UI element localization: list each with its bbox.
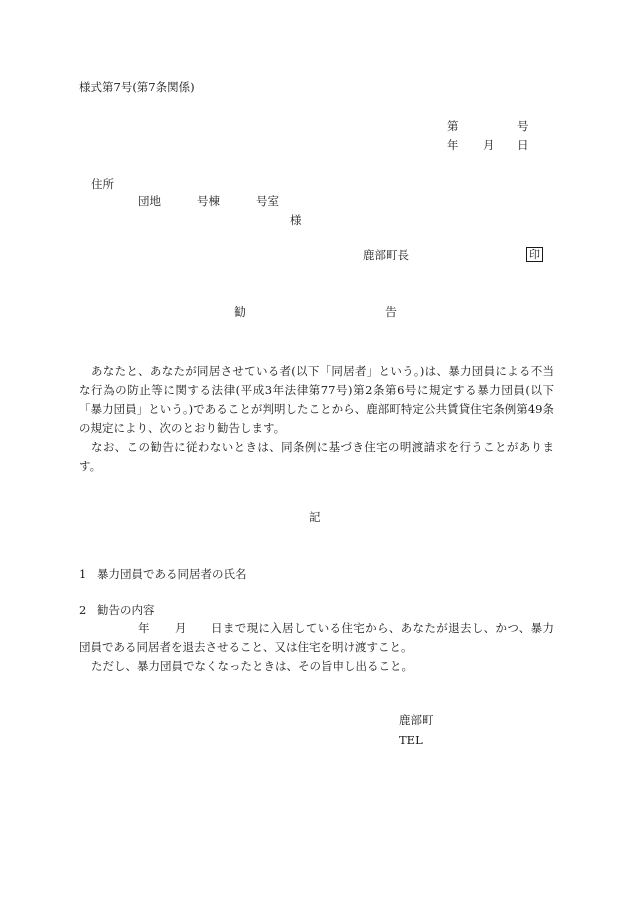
honorific: 様	[290, 213, 302, 227]
item-1-title: 暴力団員である同居者の氏名	[97, 567, 247, 581]
number-prefix: 第	[447, 119, 459, 133]
item-2-proviso: ただし、暴力団員でなくなったときは、その旨申し出ること。	[91, 659, 413, 673]
item-2-title: 勧告の内容	[97, 603, 155, 617]
ki-label: 記	[309, 510, 321, 524]
title-char-1: 勧	[234, 305, 247, 319]
item-2-number: 2	[79, 603, 87, 617]
deadline-year: 年	[138, 621, 150, 635]
issuer-title: 鹿部町長	[363, 248, 409, 262]
room-label: 号室	[256, 194, 279, 208]
form-number: 様式第7号(第7条関係)	[79, 80, 195, 94]
seal-mark	[526, 247, 543, 262]
seal-label: 印	[526, 247, 543, 262]
date-day: 日	[517, 138, 529, 152]
address-label: 住所	[91, 177, 114, 191]
title-char-2: 告	[385, 305, 398, 319]
body-paragraph-2: なお、この勧告に従わないときは、同条例に基づき住宅の明渡請求を行うことがあります。	[79, 440, 554, 473]
footer-town: 鹿部町	[399, 713, 434, 727]
footer-tel: TEL	[399, 733, 423, 747]
number-suffix: 号	[517, 119, 529, 133]
complex-label: 団地	[138, 194, 161, 208]
date-year: 年	[447, 138, 459, 152]
item-1-number: 1	[79, 567, 87, 581]
item-2-content: 日まで現に入居している住宅から、あなたが退去し、かつ、暴力団員である同居者を退去させること、又は住宅を明け渡すこと。	[79, 621, 554, 654]
body-paragraph-1: あなたと、あなたが同居させている者(以下「同居者」という。)は、暴力団員による不当な行為の防止等に関する法律(平成3年法律第77号)第2条第6号に規定する暴力団員(以下「暴力団員」という。)であることが判明したことから、鹿部町特定公共賃貸住宅条例第49条の規定により、次のとおり勧告します。	[79, 364, 554, 435]
date-month: 月	[483, 138, 495, 152]
deadline-month: 月	[175, 621, 187, 635]
building-label: 号棟	[197, 194, 220, 208]
